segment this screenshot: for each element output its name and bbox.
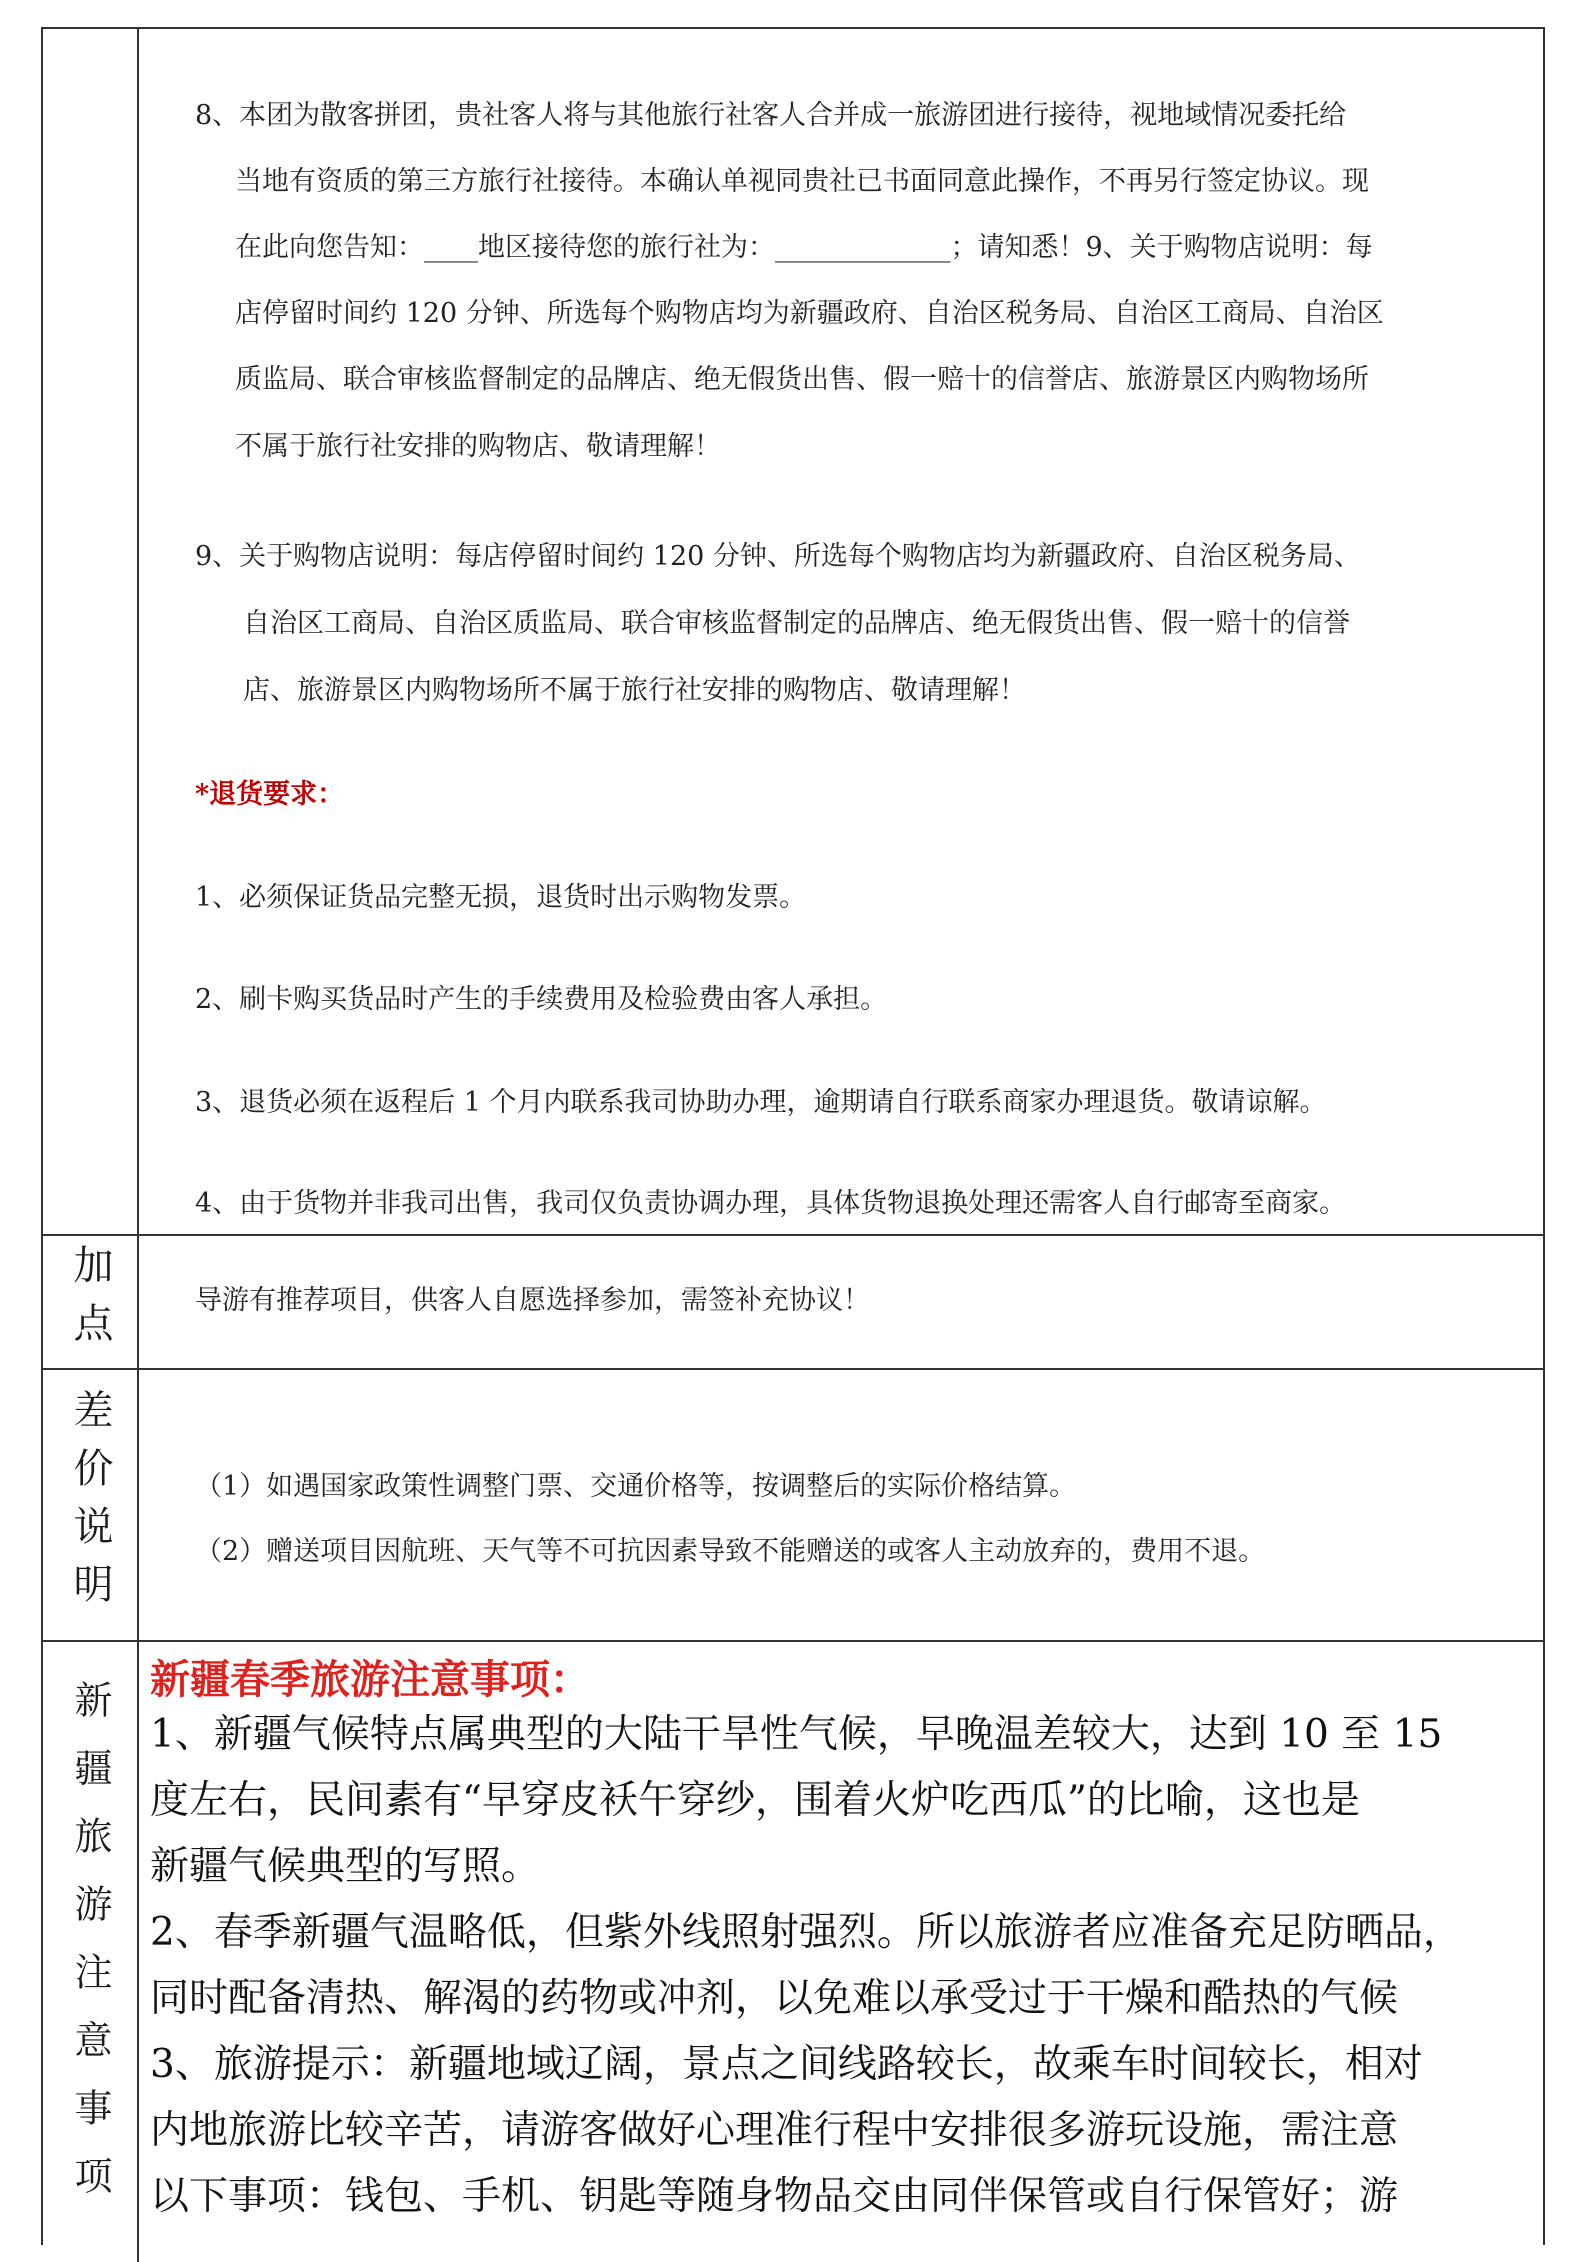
xinjiang-note-line: 新疆气候典型的写照。 [150, 1844, 541, 1889]
item-9-line: 店、旅游景区内购物场所不属于旅行社安排的购物店、敬请理解！ [243, 675, 1026, 706]
xinjiang-note-line: 同时配备清热、解渴的药物或冲剂，以免难以承受过于干燥和酷热的气候 [150, 1976, 1399, 2021]
xinjiang-notes-label: 新疆旅游注意事项 [68, 1680, 112, 2224]
price-diff-item: （2）赠送项目因航班、天气等不可抗因素导致不能赠送的或客人主动放弃的，费用不退。 [195, 1536, 1266, 1567]
item-8-line: 店停留时间约 120 分钟、所选每个购物店均为新疆政府、自治区税务局、自治区工商局、自治区 [235, 298, 1384, 329]
xinjiang-note-line: 1、新疆气候特点属典型的大陆干旱性气候，早晚温差较大，达到 10 至 15 [150, 1712, 1443, 1757]
item-9-line: 9、关于购物店说明：每店停留时间约 120 分钟、所选每个购物店均为新疆政府、自治区税务局、 [195, 541, 1361, 572]
price-diff-content [140, 1370, 1543, 1640]
xinjiang-note-line: 以下事项：钱包、手机、钥匙等随身物品交由同伴保管或自行保管好；游 [150, 2174, 1399, 2219]
notes-label-cell [43, 29, 139, 1234]
return-item: 2、刷卡购买货品时产生的手续费用及检验费由客人承担。 [195, 984, 888, 1015]
notes-content [140, 29, 1543, 1234]
extra-items-text: 导游有推荐项目，供客人自愿选择参加，需签补充协议！ [195, 1285, 870, 1316]
xinjiang-notes-title: 新疆春季旅游注意事项： [150, 1657, 590, 1703]
extra-items-label-cell [43, 1236, 139, 1368]
item-9-line: 自治区工商局、自治区质监局、联合审核监督制定的品牌店、绝无假货出售、假一赔十的信誉 [243, 608, 1350, 639]
item-8-line: 当地有资质的第三方旅行社接待。本确认单视同贵社已书面同意此操作，不再另行签定协议。现 [235, 166, 1369, 197]
extra-items-content [140, 1236, 1543, 1368]
return-item: 1、必须保证货品完整无损，退货时出示购物发票。 [195, 882, 807, 913]
return-title: *退货要求： [195, 779, 345, 810]
price-diff-item: （1）如遇国家政策性调整门票、交通价格等，按调整后的实际价格结算。 [195, 1471, 1077, 1502]
xinjiang-notes-content [140, 1642, 1543, 2262]
price-diff-label: 差价说明 [67, 1389, 113, 1621]
notes-row [43, 29, 1543, 1236]
xinjiang-note-line: 2、春季新疆气温略低，但紫外线照射强烈。所以旅游者应准备充足防晒品， [150, 1910, 1462, 1955]
xinjiang-note-line: 3、旅游提示：新疆地域辽阔，景点之间线路较长，故乘车时间较长，相对 [150, 2042, 1423, 2087]
item-8-line: 在此向您告知：____地区接待您的旅行社为：_____________；请知悉！9、关于购物店说明：每 [235, 232, 1373, 263]
return-item: 4、由于货物并非我司出售，我司仅负责协调办理，具体货物退换处理还需客人自行邮寄至商家。 [195, 1188, 1347, 1219]
xinjiang-note-line: 度左右，民间素有“早穿皮袄午穿纱，围着火炉吃西瓜”的比喻，这也是 [150, 1778, 1360, 1823]
xinjiang-note-line: 内地旅游比较辛苦，请游客做好心理准行程中安排很多游玩设施，需注意 [150, 2108, 1399, 2153]
item-8-line: 不属于旅行社安排的购物店、敬请理解！ [235, 431, 721, 462]
itinerary-table [41, 27, 1545, 2245]
extra-items-row [43, 1236, 1543, 1370]
item-8-line: 8、本团为散客拼团，贵社客人将与其他旅行社客人合并成一旅游团进行接待，视地域情况委托给 [195, 100, 1347, 131]
extra-items-label: 加点 [67, 1244, 113, 1360]
xinjiang-notes-label-cell [43, 1642, 139, 2262]
return-item: 3、退货必须在返程后 1 个月内联系我司协助办理，逾期请自行联系商家办理退货。敬请谅解。 [195, 1087, 1327, 1118]
xinjiang-notes-row [43, 1642, 1543, 2262]
price-diff-label-cell [43, 1370, 139, 1640]
item-8-line: 质监局、联合审核监督制定的品牌店、绝无假货出售、假一赔十的信誉店、旅游景区内购物场所 [235, 364, 1369, 395]
price-diff-row [43, 1370, 1543, 1642]
